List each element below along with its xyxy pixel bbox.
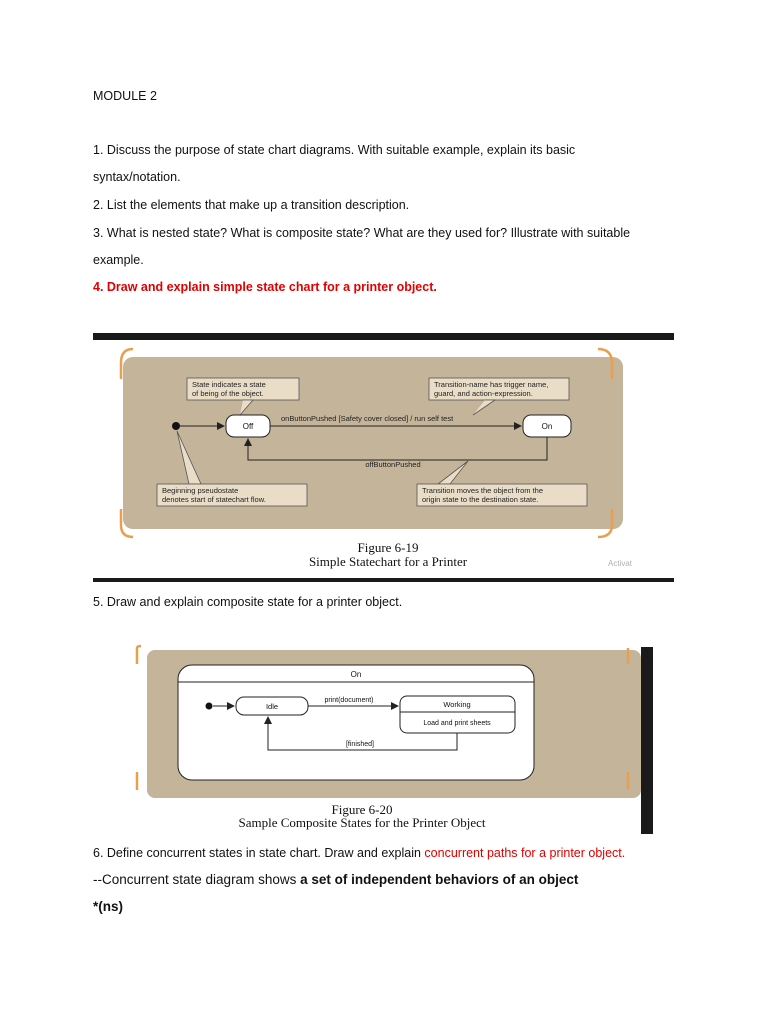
module-title: MODULE 2 xyxy=(93,89,157,103)
question-4: 4. Draw and explain simple state chart for a printer object. xyxy=(93,280,437,294)
concurrent-bold: a set of independent behaviors of an object xyxy=(300,872,579,887)
simple-statechart-diagram xyxy=(93,333,674,582)
question-6-highlight: concurrent paths for a printer object. xyxy=(424,846,626,860)
question-3-line-2: example. xyxy=(93,253,144,267)
question-1-line-1: 1. Discuss the purpose of state chart diagrams. With suitable example, explain its basic xyxy=(93,143,576,157)
right-edge-bar xyxy=(641,647,653,834)
transition-off-label: offButtonPushed xyxy=(365,460,421,469)
concurrent-description xyxy=(93,871,578,889)
top-border xyxy=(93,333,674,340)
state-on-label: On xyxy=(541,422,553,431)
note-pseudo-line-2: denotes start of statechart flow. xyxy=(162,495,266,504)
question-2: 2. List the elements that make up a transition description. xyxy=(93,198,410,212)
note-state-line-2: of being of the object. xyxy=(192,389,264,398)
note-state-line-1: State indicates a state xyxy=(192,380,266,389)
working-activity-label: Load and print sheets xyxy=(423,720,491,727)
initial-pseudostate xyxy=(172,422,180,430)
transition-finished-label: [finished] xyxy=(345,741,375,748)
state-off-label: Off xyxy=(242,422,254,431)
figure-1-caption-number: Figure 6-19 xyxy=(357,540,419,555)
transition-on-label: onButtonPushed [Safety cover closed] / run self test xyxy=(281,414,454,423)
question-3-line-1: 3. What is nested state? What is composite state? What are they used for? Illustrate with suitable xyxy=(93,226,631,240)
composite-state-label: On xyxy=(350,670,362,679)
figure-1-caption-title: Simple Statechart for a Printer xyxy=(308,554,468,569)
question-6-prefix: 6. Define concurrent states in state chart. Draw and explain xyxy=(93,846,425,860)
initial-pseudostate xyxy=(206,703,213,710)
state-idle-label: Idle xyxy=(265,702,279,711)
concurrent-prefix: --Concurrent state diagram shows xyxy=(93,872,301,887)
note-pseudo-line-1: Beginning pseudostate xyxy=(162,486,239,495)
question-6 xyxy=(93,845,625,861)
composite-state-diagram xyxy=(93,644,655,834)
transition-print-label: print(document) xyxy=(324,697,374,704)
figure-6-19 xyxy=(93,333,674,582)
ns-note: *(ns) xyxy=(93,899,123,914)
bottom-border xyxy=(93,578,674,582)
state-working-label: Working xyxy=(443,700,471,709)
note-moves-line-2: origin state to the destination state. xyxy=(422,495,539,504)
figure-6-20 xyxy=(93,644,655,834)
watermark-text: Activat xyxy=(608,559,633,568)
note-transition-line-1: Transition-name has trigger name, xyxy=(434,380,549,389)
figure-2-caption-title: Sample Composite States for the Printer Object xyxy=(238,815,486,830)
question-5: 5. Draw and explain composite state for a printer object. xyxy=(93,595,403,609)
note-moves-line-1: Transition moves the object from the xyxy=(422,486,544,495)
question-1-line-2: syntax/notation. xyxy=(93,170,181,184)
note-transition-line-2: guard, and action-expression. xyxy=(434,389,533,398)
figure-2-caption-number: Figure 6-20 xyxy=(331,802,393,817)
